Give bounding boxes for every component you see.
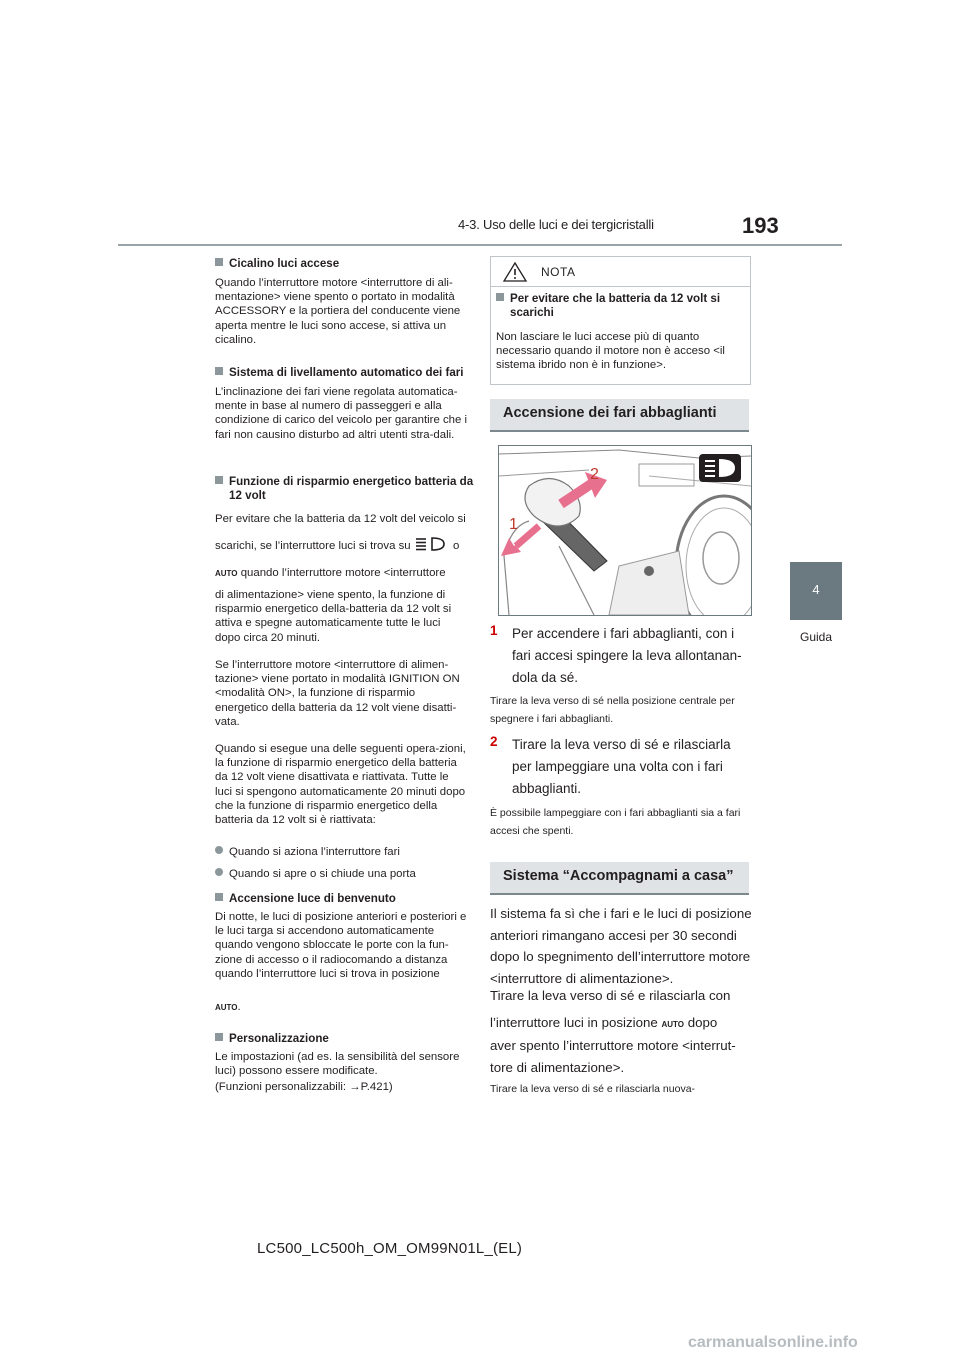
chapter-label: Guida [799, 630, 833, 644]
nota-text: Non lasciare le luci accese più di quanto necessario quando il motore non è acceso <il sistema ibrido non è in funzione>. [496, 331, 725, 371]
para-battery-c: AUTO quando l’interruttore motore <interruttore [215, 567, 446, 579]
square-bullet-icon [215, 367, 223, 375]
section-follow-me-home-title: Sistema “Accompagnami a casa” [503, 868, 734, 884]
illus-label-1: 1 [509, 516, 518, 533]
step-2-note: È possibile lampeggiare con i fari abbaglianti sia a fari accesi che spenti. [490, 807, 741, 837]
page-number: 193 [742, 213, 779, 238]
para-ignition: Se l’interruttore motore <interruttore di alimen-tazione> viene portato in modalità IGNITION ON <modalità ON>, la funzione di risparmio energetico della batteria da 12 volt viene disatti-vata. [215, 659, 460, 728]
round-bullet-icon [215, 868, 223, 876]
heading-battery-saver: Funzione di risparmio energetico batteria da 12 volt [215, 475, 481, 503]
heading-buzzer: Cicalino luci accese [215, 257, 467, 271]
para-follow-me-home: Il sistema fa sì che i fari e le luci di posizione anteriori rimangano accesi per 30 secondi dopo lo spegnimento dell’interruttore motore <interruttore di alimentazione>. [490, 906, 752, 986]
nota-heading: Per evitare che la batteria da 12 volt si scarichi [496, 292, 750, 320]
square-bullet-icon [215, 1033, 223, 1041]
para-battery-d: di alimentazione> viene spento, la funzione di risparmio energetico della-batteria da 12 volt si attiva e spegne automaticamente tutte le luci dopo circa 20 minuti. [215, 589, 452, 644]
step-2-text: Tirare la leva verso di sé e rilasciarla per lampeggiare una volta con i fari abbaglianti. [512, 737, 731, 796]
nota-divider [490, 286, 750, 287]
header-divider [118, 244, 842, 246]
step-1-note: Tirare la leva verso di sé nella posizione centrale per spegnere i fari abbaglianti. [490, 695, 735, 725]
square-bullet-icon [496, 293, 504, 301]
square-bullet-icon [215, 893, 223, 901]
para-reactivation: Quando si esegue una delle seguenti opera-zioni, la funzione di risparmio energetico della batteria da 12 volt viene disattivata e riattivata. Tutte le luci si spengono automaticamente 20 minuti dopo che la funzione di risparmio energetico della batteria da 12 volt si è riattivata: [215, 743, 466, 827]
para-customization-ref[interactable]: (Funzioni personalizzabili: →P.421) [215, 1081, 393, 1093]
bullet-headlight-switch: Quando si aziona l’interruttore fari [215, 845, 467, 859]
para-battery-b: scarichi, se l’interruttore luci si trova su o [215, 536, 467, 556]
document-code: LC500_LC500h_OM_OM99N01L_(EL) [257, 1240, 523, 1257]
step-1-number: 1 [490, 623, 498, 638]
step-2 [490, 734, 752, 800]
headlight-switch-icon [414, 536, 450, 556]
para-welcome: Di notte, le luci di posizione anteriori e posteriori e le luci targa si accendono automaticamente quando vengono sbloccate le porte con la fun-zione di accesso o il radiocomando a distanza quando l’interruttore luci si trova in posizione [215, 911, 467, 980]
watermark: carmanualsonline.info [688, 1334, 858, 1351]
heading-leveling: Sistema di livellamento automatico dei fari [215, 366, 467, 380]
para-follow-c: aver spento l’interruttore motore <interrut-tore di alimentazione>. [490, 1038, 736, 1075]
section-title: 4-3. Uso delle luci e dei tergicristalli [458, 217, 654, 232]
para-welcome-end: AUTO. [215, 1001, 241, 1013]
warning-triangle-icon [503, 262, 527, 287]
para-customization: Le impostazioni (ad es. la sensibilità del sensore luci) possono essere modificate. [215, 1051, 460, 1078]
heading-customization: Personalizzazione [215, 1032, 467, 1046]
chapter-number: 4 [812, 582, 820, 597]
step-2-number: 2 [490, 734, 498, 749]
step-1-text: Per accendere i fari abbaglianti, con i fari accesi spingere la leva allontanan-dola da sé. [512, 626, 742, 685]
heading-welcome-light: Accensione luce di benvenuto [215, 892, 467, 906]
para-battery-a: Per evitare che la batteria da 12 volt del veicolo si [215, 513, 466, 525]
auto-icon: AUTO [661, 1020, 685, 1029]
para-follow-a: Tirare la leva verso di sé e rilasciarla con [490, 988, 731, 1003]
para-follow-d: Tirare la leva verso di sé e rilasciarla nuova- [490, 1083, 696, 1095]
section-follow-me-home [490, 862, 749, 895]
section-high-beam-title: Accensione dei fari abbaglianti [503, 405, 717, 421]
round-bullet-icon [215, 846, 223, 854]
lever-illustration [498, 445, 752, 616]
square-bullet-icon [215, 476, 223, 484]
para-leveling: L’inclinazione dei fari viene regolata automatica-mente in base al numero di passeggeri e alla condizione di carico del veicolo per garantire che i fari non causino disturbo ad altri utenti stra-dali. [215, 386, 468, 441]
section-high-beam [490, 399, 749, 432]
illus-label-2: 2 [590, 466, 599, 483]
para-buzzer: Quando l’interruttore motore <interruttore di ali-mentazione> viene spento o portato in modalità ACCESSORY e la portiera del conducente viene aperta mentre le luci sono accese, si attiva un cicalino. [215, 277, 461, 346]
bullet-door: Quando si apre o si chiude una porta [215, 867, 467, 881]
auto-icon: AUTO [215, 569, 238, 578]
auto-icon: AUTO [215, 1003, 238, 1012]
nota-title: NOTA [541, 265, 576, 279]
para-follow-b: l’interruttore luci in posizione AUTO dopo [490, 1015, 718, 1030]
step-1 [490, 623, 752, 689]
square-bullet-icon [215, 258, 223, 266]
